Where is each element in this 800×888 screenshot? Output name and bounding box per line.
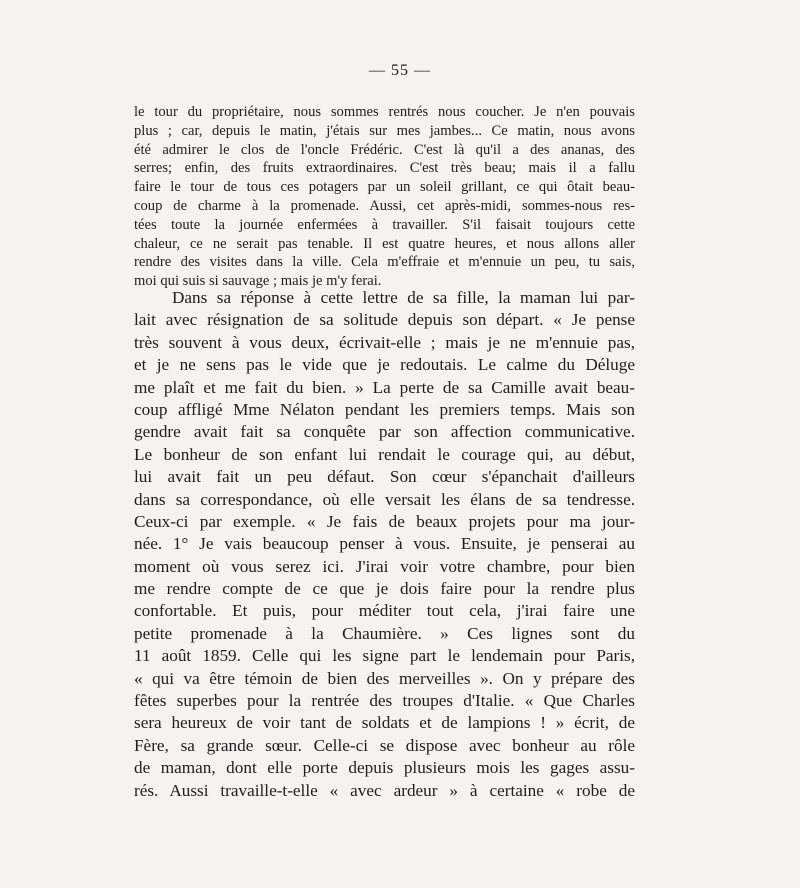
text-line: confortable. Et puis, pour méditer tout cela, j'irai faire une <box>134 601 635 621</box>
text-line: Ceux-ci par exemple. « Je fais de beaux projets pour ma jour- <box>134 511 635 531</box>
text-line: et je ne sens pas le vide que je redoutais. Le calme du Déluge <box>134 355 635 375</box>
text-line: chaleur, ce ne serait pas tenable. Il est quatre heures, et nous allons aller <box>134 235 635 252</box>
text-line: moi qui suis si sauvage ; mais je m'y ferai. <box>134 273 382 290</box>
text-line: gendre avait fait sa conquête par son affection communicative. <box>134 422 635 442</box>
text-line: Le bonheur de son enfant lui rendait le courage qui, au début, <box>134 444 635 464</box>
text-line: petite promenade à la Chaumière. » Ces lignes sont du <box>134 623 635 643</box>
text-line: Dans sa réponse à cette lettre de sa fille, la maman lui par- <box>172 288 635 307</box>
text-line: tées toute la journée enfermées à travailler. S'il faisait toujours cette <box>134 216 635 233</box>
text-line: me rendre compte de ce que je dois faire pour la rendre plus <box>134 579 635 599</box>
text-line: sera heureux de voir tant de soldats et de lampions ! » écrit, de <box>134 713 635 733</box>
page-number: — 55 — <box>369 62 431 79</box>
text-line: serres; enfin, des fruits extraordinaires. C'est très beau; mais il a fallu <box>134 160 635 177</box>
text-line: été admirer le clos de l'oncle Frédéric. C'est là qu'il a des ananas, des <box>134 141 635 158</box>
text-line: rendre des visites dans la ville. Cela m'effraie et m'ennuie un peu, tu sais, <box>134 254 635 271</box>
body-paragraph <box>134 287 635 802</box>
text-line: Fère, sa grande sœur. Celle-ci se dispose avec bonheur au rôle <box>134 735 635 755</box>
text-line: plus ; car, depuis le matin, j'étais sur mes jambes... Ce matin, nous avons <box>134 122 635 139</box>
text-line: coup de charme à la promenade. Aussi, cet après-midi, sommes-nous res- <box>134 197 635 214</box>
text-line: « qui va être témoin de bien des merveilles ». On y prépare des <box>134 668 635 688</box>
letter-excerpt <box>134 103 635 291</box>
text-line: faire le tour de tous ces potagers par un soleil grillant, ce qui ôtait beau- <box>134 179 635 196</box>
text-line: me plaît et me fait du bien. » La perte de sa Camille avait beau- <box>134 377 635 397</box>
text-line: le tour du propriétaire, nous sommes rentrés nous coucher. Je n'en pouvais <box>134 104 635 120</box>
text-line: dans sa correspondance, où elle versait les élans de sa tendresse. <box>134 489 635 509</box>
text-line: fêtes superbes pour la rentrée des troupes d'Italie. « Que Charles <box>134 691 635 711</box>
text-line: 11 août 1859. Celle qui les signe part le lendemain pour Paris, <box>134 646 635 666</box>
text-line: de maman, dont elle porte depuis plusieurs mois les gages assu- <box>134 758 635 778</box>
text-line: lui avait fait un peu défaut. Son cœur s'épanchait d'ailleurs <box>134 467 635 487</box>
text-line: coup affligé Mme Nélaton pendant les premiers temps. Mais son <box>134 399 635 419</box>
text-line: née. 1° Je vais beaucoup penser à vous. Ensuite, je penserai au <box>134 534 635 554</box>
text-line: très souvent à vous deux, écrivait-elle ; mais je ne m'ennuie pas, <box>134 332 635 352</box>
text-line: lait avec résignation de sa solitude depuis son départ. « Je pense <box>134 310 635 330</box>
text-line: moment où vous serez ici. J'irai voir votre chambre, pour bien <box>134 556 635 576</box>
text-line: rés. Aussi travaille-t-elle « avec ardeur » à certaine « robe de <box>134 780 635 800</box>
